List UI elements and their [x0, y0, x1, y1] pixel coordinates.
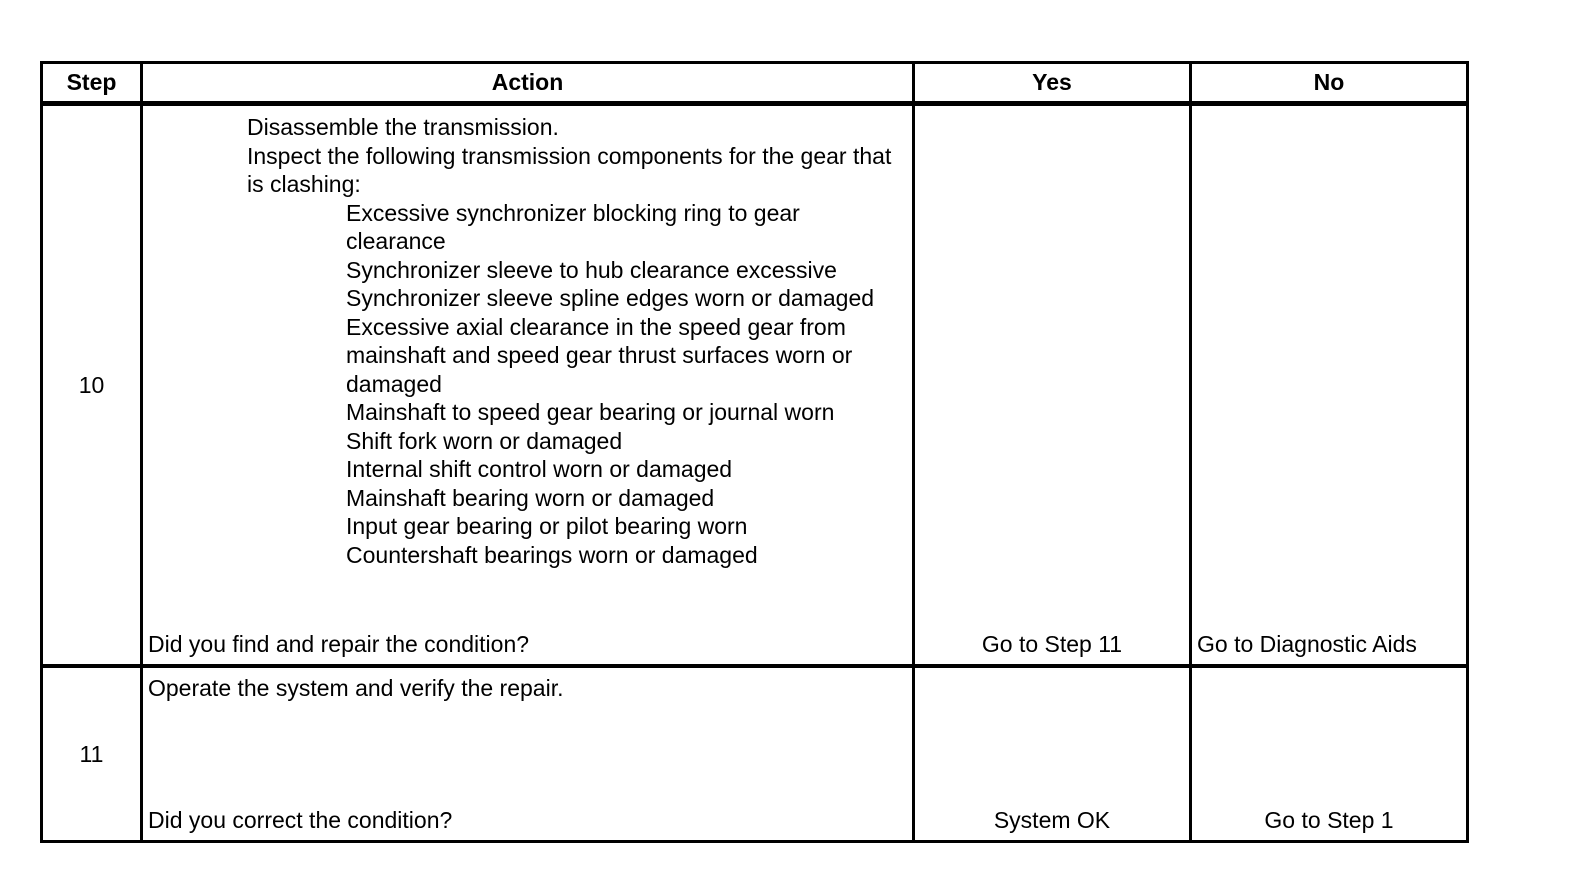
- list-item: Internal shift control worn or damaged: [346, 456, 733, 482]
- list-item: Mainshaft to speed gear bearing or journal worn: [346, 399, 835, 425]
- list-item: Synchronizer sleeve to hub clearance excessive: [346, 256, 837, 283]
- header-action: Action: [142, 63, 914, 104]
- list-item: Input gear bearing or pilot bearing worn: [346, 513, 748, 539]
- yes-outcome: Go to Step 11: [981, 630, 1123, 657]
- action-instructions: Operate the system and verify the repair.: [148, 675, 564, 701]
- action-cell: [142, 104, 914, 667]
- yes-cell: [914, 666, 1191, 842]
- action-instructions: [247, 113, 897, 569]
- header-yes: Yes: [914, 63, 1191, 104]
- table-row-step-11: [42, 666, 1468, 842]
- list-item: Synchronizer sleeve spline edges worn or damaged: [346, 285, 875, 311]
- step-number: 10: [42, 104, 142, 667]
- list-item: Countershaft bearings worn or damaged: [346, 541, 758, 568]
- yes-cell: [914, 104, 1191, 667]
- yes-outcome: System OK: [993, 806, 1111, 833]
- list-item: Excessive synchronizer blocking ring to gear clearance: [346, 199, 800, 254]
- instruction-line: Inspect the following transmission components for the gear that is clashing:: [247, 142, 892, 197]
- diagnostic-table: [40, 61, 1469, 843]
- table-row-step-10: [42, 104, 1468, 667]
- table-header-row: [42, 63, 1468, 104]
- step-number: 11: [42, 666, 142, 842]
- action-question: Did you correct the condition?: [148, 806, 453, 833]
- list-item: Mainshaft bearing worn or damaged: [346, 484, 715, 511]
- list-item: Shift fork worn or damaged: [346, 427, 623, 454]
- instruction-line: Disassemble the transmission.: [247, 114, 559, 140]
- no-cell: [1191, 104, 1468, 667]
- no-cell: [1191, 666, 1468, 842]
- action-cell: [142, 666, 914, 842]
- header-no: No: [1191, 63, 1468, 104]
- header-step: Step: [42, 63, 142, 104]
- no-outcome: Go to Step 1: [1264, 806, 1394, 833]
- action-question: Did you find and repair the condition?: [148, 630, 530, 657]
- component-list: [247, 199, 902, 570]
- list-item: Excessive axial clearance in the speed gear from mainshaft and speed gear thrust surfaces worn or damaged: [346, 313, 853, 397]
- no-outcome: Go to Diagnostic Aids: [1197, 630, 1417, 657]
